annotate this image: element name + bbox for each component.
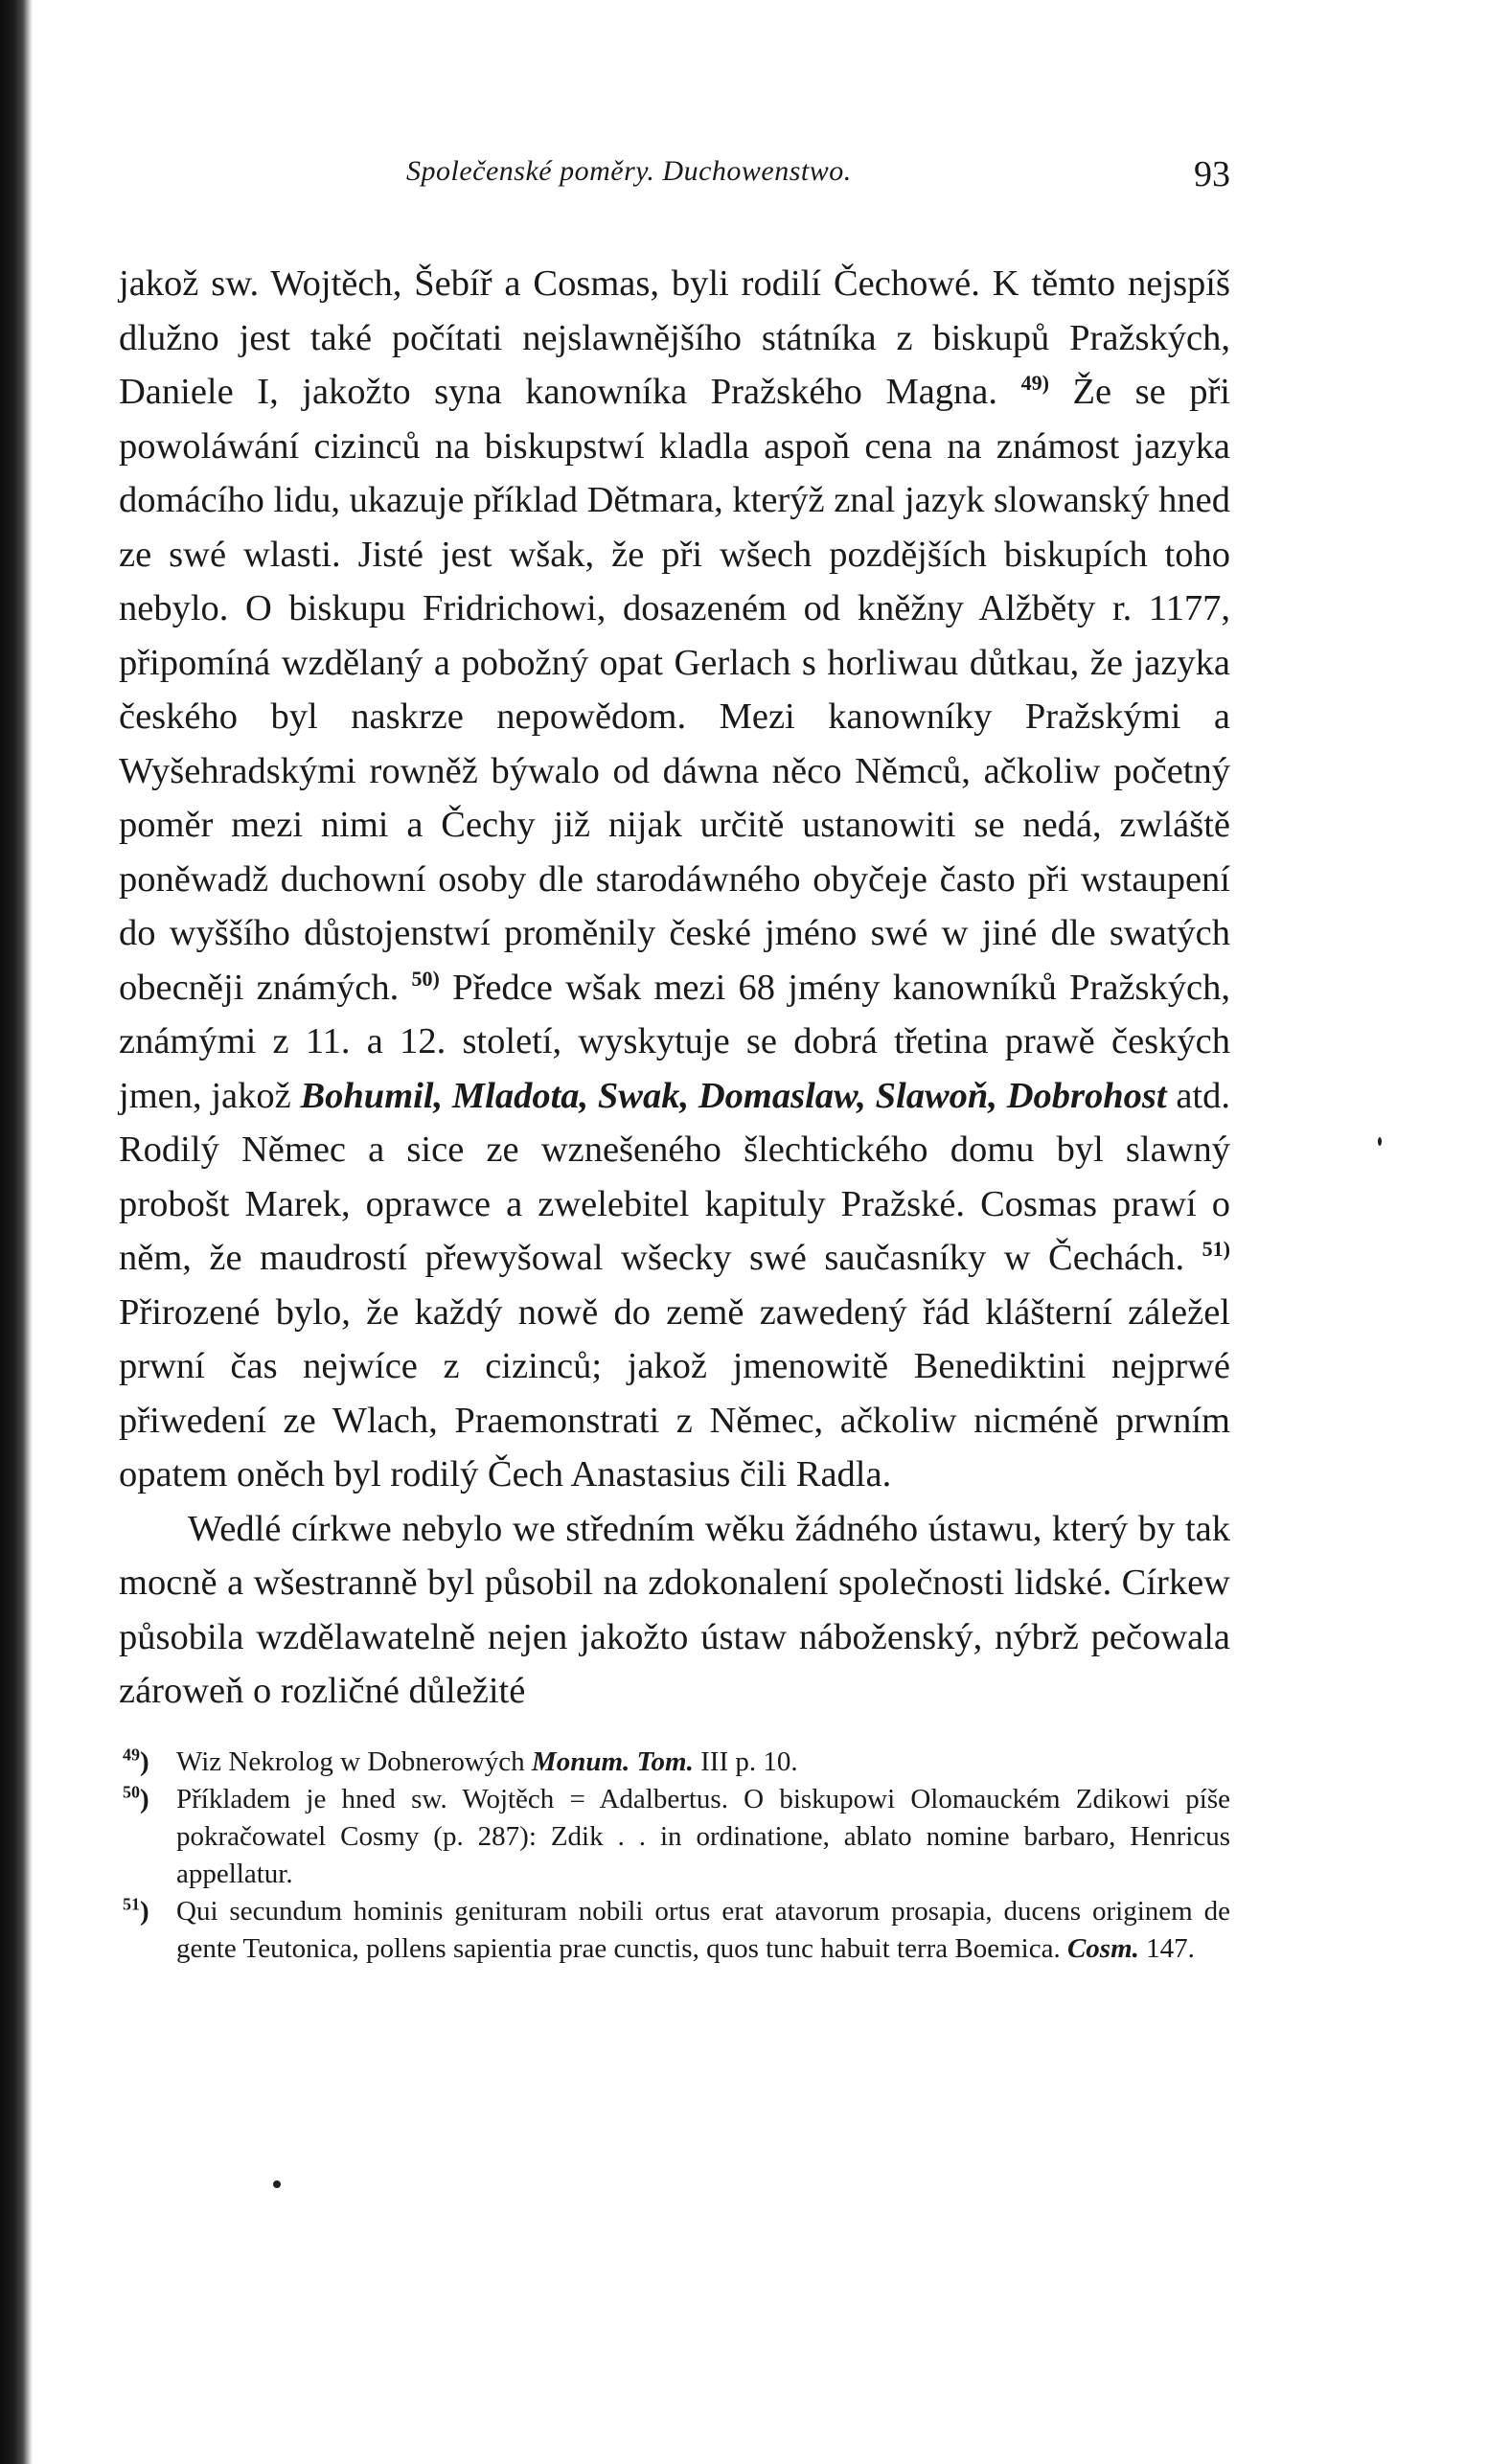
text-run: III p. 10. bbox=[693, 1745, 798, 1777]
text-run: Qui secundum hominis genituram nobili ortus erat atavorum prosapia, ducens originem de gente Teutonica, pollens sapientia prae cunctis, quos tunc habuit terra Boemica. bbox=[176, 1895, 1230, 1964]
scan-binding-edge bbox=[0, 0, 33, 2464]
text-run: 147. bbox=[1138, 1932, 1195, 1964]
body-paragraph bbox=[119, 1502, 1230, 1719]
text-run: Přirozené bylo, že každý nowě do země zawedený řád klášterní záležel prwní čas nejwíce z cizinců; jakož jmenowitě Benediktini nejprwé přiwedení ze Wlach, Praemonstrati z Němec, ačkoliw nicméně prwním opatem oněch byl rodilý Čech Anastasius čili Radla. bbox=[119, 1291, 1230, 1494]
italic-text: Monum. Tom. bbox=[531, 1745, 694, 1777]
text-run: Předce wšak mezi 68 jmény kanowníků Pražských, známými z 11. a 12. století, wyskytuje se dobrá třetina prawě českých jmen, jakož bbox=[119, 967, 1230, 1116]
text-run: atd. Rodilý Němec a sice ze wznešeného šlechtického domu byl slawný probošt Marek, oprawce a zwelebitel kapituly Pražské. Cosmas prawí o něm, že maudrostí přewyšowal wšecky swé saučasníky w Čechách. bbox=[119, 1075, 1230, 1278]
footnote bbox=[119, 1893, 1230, 1968]
footnote-reference: 50) bbox=[411, 966, 440, 991]
footnote-marker: $^{50}$) bbox=[123, 1781, 149, 1814]
footnotes bbox=[119, 1744, 1230, 1968]
footnote-number: 51 bbox=[123, 1893, 140, 1913]
footnote-marker: $^{51}$) bbox=[123, 1893, 149, 1927]
footnote-reference: 49) bbox=[1020, 371, 1049, 396]
text-run: jakož sw. Wojtěch, Šebíř a Cosmas, byli rodilí Čechowé. K těmto nejspíš dlužno jest také počítati nejslawnějšího státníka z biskupů Pražských, Daniele I, jakožto syna kanowníka Pražského Magna. bbox=[119, 263, 1230, 412]
page-number: 93 bbox=[1194, 154, 1230, 194]
footnote bbox=[119, 1744, 1230, 1781]
body-paragraph bbox=[119, 257, 1230, 1502]
running-head bbox=[119, 153, 1230, 211]
text-run: Že se při powoláwání cizinců na biskupstwí kladla aspoň cena na známost jazyka domácího lidu, ukazuje příklad Dětmara, kterýž znal jazyk slowanský hned ze swé wlasti. Jisté jest wšak, že při wšech pozdějších biskupích toho nebylo. O biskupu Fridrichowi, dosazeném od kněžny Alžběty r. 1177, připomíná wzdělaný a pobožný opat Gerlach s horliwau důtkau, že jazyka českého byl naskrze nepowědom. Mezi kanowníky Pražskými a Wyšehradskými rowněž býwalo od dáwna něco Němců, ačkoliw početný poměr mezi nimi a Čechy již nijak určitě ustanowiti se nedá, zwláště poněwadž duchowní osoby dle starodáwného obyčeje často při wstaupení do wyššího důstojenstwí proměnily české jméno swé w jiné dle swatých obecněji známých. bbox=[119, 372, 1230, 1008]
footnote-number: 50 bbox=[123, 1781, 140, 1801]
footnote-number: 49 bbox=[123, 1744, 140, 1764]
footnote-marker: $^{49}$) bbox=[123, 1744, 149, 1777]
italic-text: Cosm. bbox=[1066, 1932, 1139, 1964]
body-text bbox=[119, 257, 1230, 1719]
italic-text: Bohumil, Mladota, Swak, Domaslaw, Slawoň, Dobrohost bbox=[300, 1075, 1167, 1116]
print-speck bbox=[1378, 1137, 1382, 1146]
running-head-title: Společenské poměry. Duchowenstwo. bbox=[406, 155, 852, 187]
footnote-reference: 51) bbox=[1202, 1237, 1230, 1262]
text-run: Wedlé církwe nebylo we středním wěku žádného ústawu, který by tak mocně a wšestranně byl působil na zdokonalení společnosti lidské. Církew působila wzdělawatelně nejen jakožto ústaw náboženský, nýbrž pečowala zároweň o rozličné důležité bbox=[119, 1508, 1230, 1711]
text-run: Příkladem je hned sw. Wojtěch = Adalbertus. O biskupowi Olomauckém Zdikowi píše pokračowatel Cosmy (p. 287): Zdik . . in ordinatione, ablato nomine barbaro, Henricus appellatur. bbox=[176, 1783, 1230, 1889]
book-page bbox=[119, 153, 1230, 1968]
print-speck bbox=[273, 2180, 281, 2188]
text-run: Wiz Nekrolog w Dobnerowých bbox=[176, 1745, 532, 1777]
footnote bbox=[119, 1781, 1230, 1893]
